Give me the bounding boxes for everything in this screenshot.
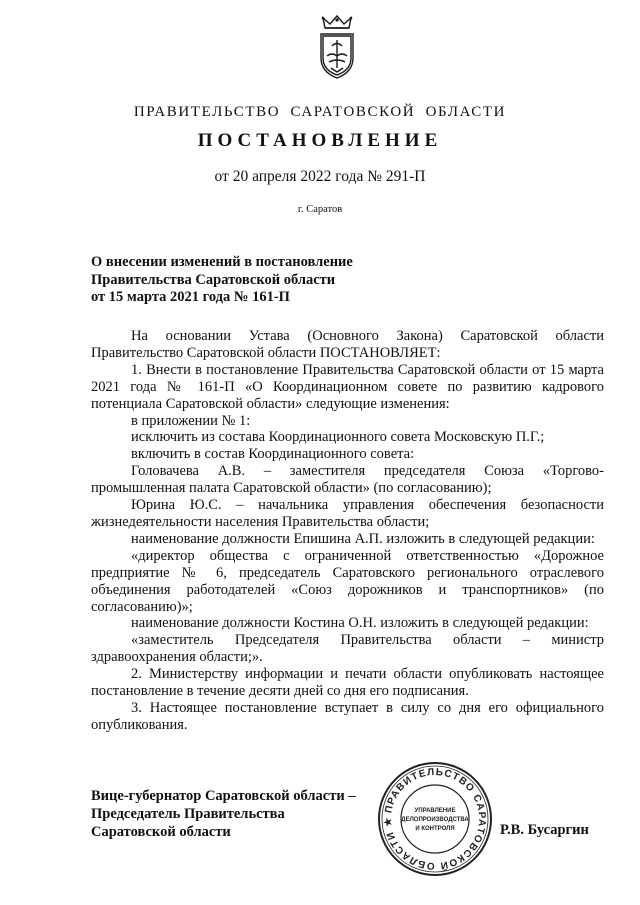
coat-of-arms-icon [311, 14, 363, 82]
svg-text:И КОНТРОЛЯ: И КОНТРОЛЯ [415, 826, 455, 832]
svg-text:ДЕЛОПРОИЗВОДСТВА: ДЕЛОПРОИЗВОДСТВА [401, 817, 469, 823]
svg-text:ПРАВИТЕЛЬСТВО САРАТОВСКОЙ ОБЛА: ПРАВИТЕЛЬСТВО САРАТОВСКОЙ ОБЛАСТИ ★ [382, 766, 488, 872]
paragraph-basis: На основании Устава (Основного Закона) Саратовской области Правительство Саратовской области ПОСТАНОВЛЯЕТ: [91, 328, 604, 361]
subject-line-2: Правительства Саратовской области [91, 271, 336, 288]
document-type-title: ПОСТАНОВЛЕНИЕ [197, 130, 443, 151]
document-city: г. Саратов [297, 204, 343, 215]
paragraph-epishin-title: наименование должности Епишина А.П. изложить в следующей редакции: [131, 530, 595, 547]
subject-line-3: от 15 марта 2021 года № 161-П [91, 289, 290, 305]
document-date-number: от 20 апреля 2022 года № 291-П [214, 168, 426, 185]
paragraph-item-3: 3. Настоящее постановление вступает в силу со дня его официального опубликования. [91, 699, 604, 733]
paragraph-appendix: в приложении № 1: [131, 412, 251, 429]
document-subject [91, 254, 471, 307]
paragraph-yurin: Юрина Ю.С. – начальника управления обеспечения безопасности жизнедеятельности населения Правительства области; [91, 497, 604, 530]
paragraph-item-1: 1. Внести в постановление Правительства Саратовской области от 15 марта 2021 года № 161-П «О Координационном совете по развитию кадрового потенциала Саратовской области» следующие изменения: [91, 361, 604, 412]
svg-text:УПРАВЛЕНИЕ: УПРАВЛЕНИЕ [414, 808, 456, 814]
paragraph-golovachev: Головачева А.В. – заместителя председателя Союза «Торгово-промышленная палата Саратовской области» (по согласованию); [91, 463, 604, 497]
signatory-title-line-2: Председатель Правительства [91, 806, 285, 822]
organization-header: ПРАВИТЕЛЬСТВО САРАТОВСКОЙ ОБЛАСТИ [133, 104, 507, 120]
paragraph-exclude: исключить из состава Координационного совета Московскую П.Г.; [131, 429, 545, 446]
official-stamp-icon [376, 760, 494, 878]
paragraph-item-2: 2. Министерству информации и печати области опубликовать настоящее постановление в течение десяти дней со дня его подписания. [91, 666, 604, 700]
signatory-title-line-3: Саратовской области [91, 824, 231, 840]
paragraph-include: включить в состав Координационного совета: [131, 446, 415, 463]
document-body [91, 328, 604, 734]
paragraph-kostin-position: «заместитель Председателя Правительства области – министр здравоохранения области;». [91, 632, 604, 666]
signatory-name: Р.В. Бусаргин [500, 822, 589, 838]
subject-line-1: О внесении изменений в постановление [91, 254, 353, 270]
paragraph-epishin-position: «директор общества с ограниченной ответственностью «Дорожное предприятие № 6, председатель Саратовского регионального отраслевого объединения работодателей «Союз дорожников и транспортников» (по согласованию)»; [91, 547, 604, 615]
paragraph-kostin-title: наименование должности Костина О.Н. изложить в следующей редакции: [131, 615, 589, 632]
signatory-title [91, 787, 381, 841]
signatory-title-line-1: Вице-губернатор Саратовской области – [91, 788, 356, 804]
